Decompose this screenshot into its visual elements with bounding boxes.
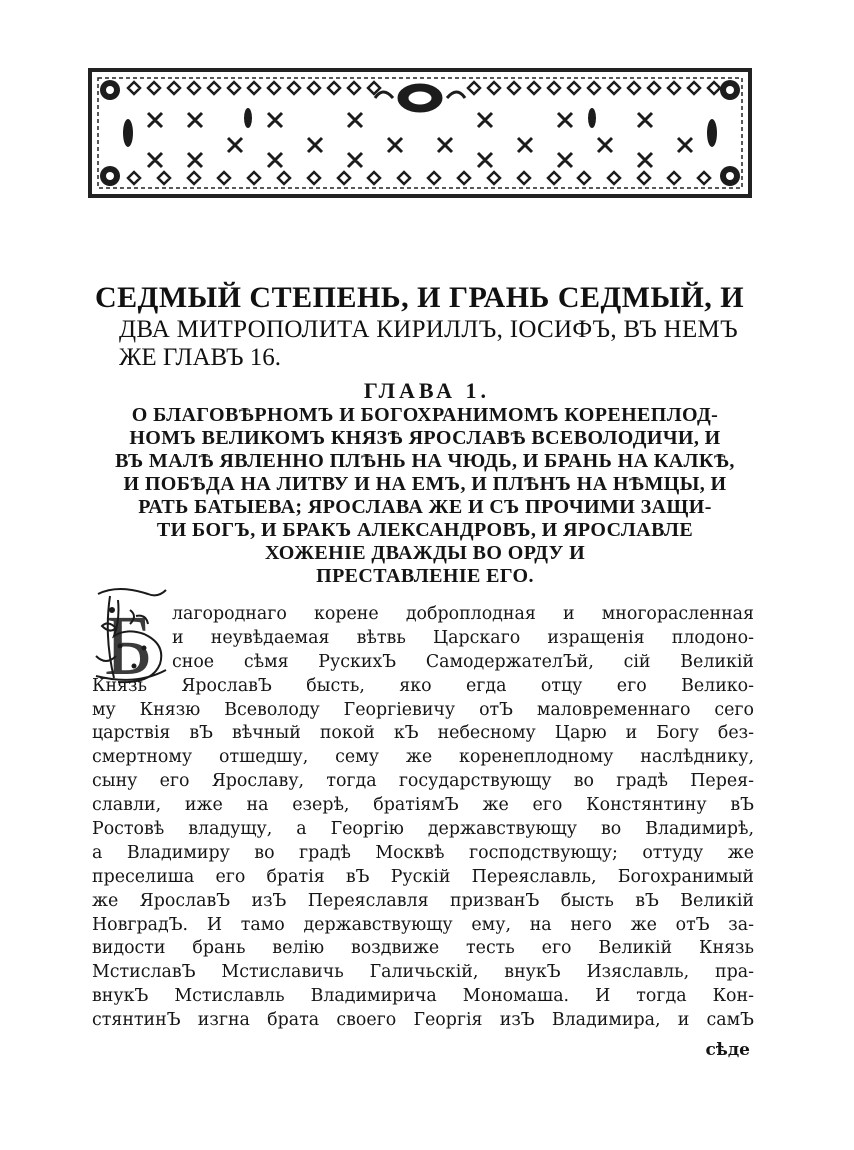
catchword: сѣде	[705, 1040, 750, 1060]
text-line: Князь ЯрославЪ бысть, яко егда отцу его Велико-	[92, 675, 754, 696]
chapter-summary	[80, 404, 770, 588]
ornamental-headpiece	[88, 68, 752, 198]
body-paragraph	[92, 603, 754, 1033]
summary-line: ВЪ МАЛѢ ЯВЛЕННО ПЛѢНЬ НА ЧЮДЬ, И БРАНЬ НА КАЛКѢ,	[115, 450, 735, 472]
text-line: а Владимиру во градѣ Москвѣ господствующу; оттуду же	[92, 842, 754, 863]
summary-line: НОМЪ ВЕЛИКОМЪ КНЯЗѢ ЯРОСЛАВѢ ВСЕВОЛОДИЧИ, И	[129, 427, 721, 449]
text-line: царствія вЪ вѣчный покой кЪ небесному Царю и Богу без-	[92, 723, 754, 744]
headpiece-border	[88, 68, 752, 198]
summary-line: И ПОБѢДА НА ЛИТВУ И НА ЕМЪ, И ПЛѢНЪ НА НѢМЦЫ, И	[123, 473, 727, 495]
text-line: му Князю Всеволоду Георгіевичу отЪ маловременнаго сего	[92, 699, 754, 720]
text-line: сное сѣмя РускихЪ СамодержателЪй, сій Великій	[172, 651, 754, 672]
text-line: же ЯрославЪ изЪ Переяславля призванЪ бысть вЪ Великій	[92, 890, 754, 911]
summary-line: О БЛАГОВѢРНОМЪ И БОГОХРАНИМОМЪ КОРЕНЕПЛОД-	[131, 404, 719, 426]
text-line: и неувѣдаемая вѣтвь Царскаго изращенія плодоно-	[172, 627, 754, 648]
text-line: МстиславЪ Мстиславичь Галичьскій, внукЪ Изяславль, пра-	[92, 962, 754, 983]
summary-line: ТИ БОГЪ, И БРАКЪ АЛЕКСАНДРОВЪ, И ЯРОСЛАВЛЕ	[156, 519, 694, 541]
text-line: стянтинЪ изгна брата своего Георгія изЪ Владимира, и самЪ	[92, 1010, 754, 1031]
heading-line-2: ДВА МИТРОПОЛИТА КИРИЛЛЪ, ІОСИФЪ, ВЪ НЕМЪ	[119, 316, 738, 343]
summary-line: ПРЕСТАВЛЕНІЕ ЕГО.	[316, 565, 534, 587]
text-line: Ростовѣ владущу, а Георгію державствующу во Владимирѣ,	[92, 819, 754, 840]
dropcap-letter: Б	[104, 597, 154, 686]
text-line: преселиша его братія вЪ Рускій Переяславль, Богохранимый	[92, 866, 754, 887]
summary-line: РАТЬ БАТЫЕВА; ЯРОСЛАВА ЖЕ И СЪ ПРОЧИМИ ЗАЩИ-	[138, 496, 712, 518]
text-line: видости брань велію воздвиже тесть его Великій Князь	[92, 938, 754, 959]
text-line: НовградЪ. И тамо державствующу ему, на него же отЪ за-	[92, 914, 754, 935]
text-line: славли, иже на езерѣ, братіямЪ же его Констянтину вЪ	[92, 795, 754, 816]
summary-line: ХОЖЕНІЕ ДВАЖДЫ ВО ОРДУ И	[264, 542, 586, 564]
text-line: внукЪ Мстиславль Владимирича Мономаша. И тогда Кон-	[92, 986, 754, 1007]
chapter-heading	[95, 280, 760, 372]
text-line: лагороднаго корене доброплодная и многорасленная	[172, 604, 754, 624]
heading-line-3: ЖЕ ГЛАВЪ 16.	[119, 344, 281, 371]
text-line: смертному отшедшу, сему же коренеплодному наслѣднику,	[92, 747, 754, 768]
text-line: сыну его Ярославу, тогда государствующу во градѣ Перея-	[92, 771, 754, 792]
chapter-label: ГЛАВА 1.	[363, 378, 491, 403]
heading-line-1: СЕДМЫЙ СТЕПЕНЬ, И ГРАНЬ СЕДМЫЙ, И	[95, 281, 745, 314]
